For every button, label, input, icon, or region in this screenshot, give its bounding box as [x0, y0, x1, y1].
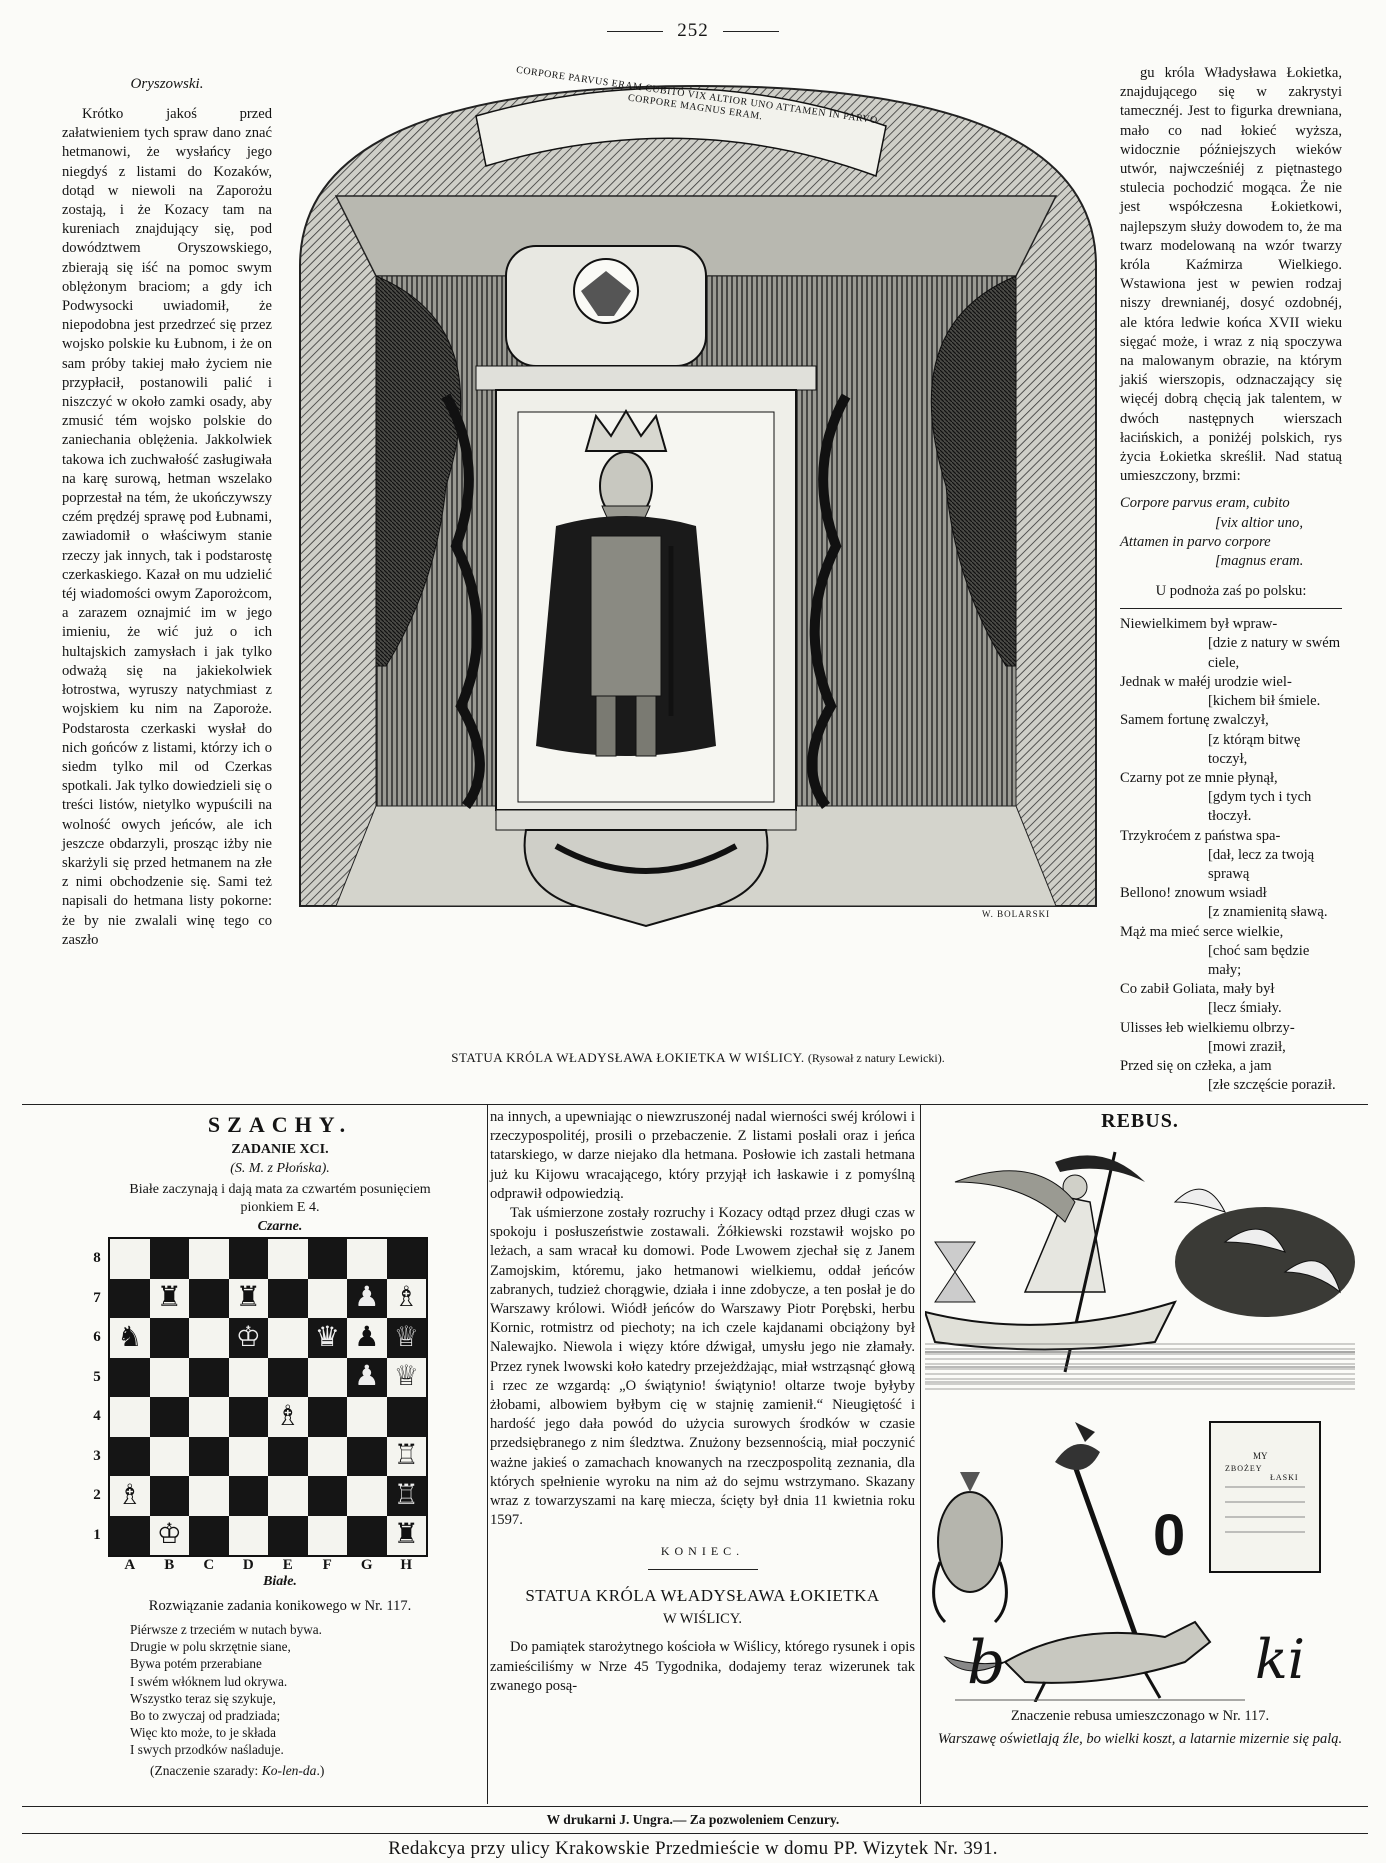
- chess-square: [110, 1239, 150, 1279]
- poem-line: [choć sam będzie mały;: [1208, 942, 1310, 978]
- file-labels: [110, 1557, 470, 1574]
- statue-illustration: [296, 66, 1100, 1056]
- poem-line: Mąż ma mieć serce wielkie,: [1120, 923, 1284, 940]
- hourglass-icon: [935, 1242, 975, 1302]
- chess-square: [268, 1358, 308, 1398]
- book-caption-2: ZBOŻEY: [1225, 1464, 1263, 1473]
- chess-piece: ♕: [387, 1358, 427, 1398]
- chess-square: [189, 1476, 229, 1516]
- poem-line: [z którąm bitwę toczył,: [1208, 731, 1301, 767]
- chess-piece: ♞: [110, 1318, 150, 1358]
- chess-square: [308, 1239, 348, 1279]
- chess-square: [189, 1397, 229, 1437]
- chess-square: [229, 1358, 269, 1398]
- rank-label: 2: [93, 1487, 101, 1503]
- chess-piece: ♟: [347, 1279, 387, 1319]
- poem-line: Co zabił Goliata, mały był: [1120, 981, 1275, 998]
- solution-line: Drugie w polu skrzętnie siane,: [130, 1639, 291, 1655]
- chess-piece: ♗: [268, 1397, 308, 1437]
- poem-line: Przed się on człeka, a jam: [1120, 1057, 1272, 1074]
- chess-title: SZACHY.: [207, 1112, 353, 1137]
- charade-prefix: (Znaczenie szarady:: [150, 1762, 259, 1778]
- center-paragraph-1: na innych, a upewniając o niewzruszonéj nadal wierności swéj królowi i rzeczypospolitéj, prosili o przebaczenie. Z listami posłali oraz i jeńca tatarskiego, w darze niejako dla hetmana. Posłowie ich zastali hetmana już ku Kijowu wracającego, który przyjął ich łaskawie i z pomyślną odprawił odpowiedzią.: [490, 1109, 915, 1202]
- chess-square: [268, 1318, 308, 1358]
- poem-line: [złe szczęście poraził.: [1208, 1077, 1336, 1094]
- statue-engraving: [296, 66, 1100, 1056]
- left-paragraph: Krótko jakoś przed załatwieniem tych spraw dano znać hetmanowi, że wysłańcy jego niegdyś z listami do Kozaków, dotąd w niewoli na Zaporożu zostają, i że Kozacy tam na kureniach znajdujący się, pod dowództwem Oryszowskiego, zbierają się iść na pomoc swym oblężonym braciom; a gdy ich Podwysocki uwiadomił, że niepodobna jest przedrzeć się przez wojsko polskie ku Łubnom, i że on sam próby takiej mało życiem nie przypłacił, postanowili palić i niszczyć w około zamki osady, aby zmusić tém wojsko polskie do zaniechania oblężenia. Jakkolwiek takowa ich zuchwałość zasługiwała na karę surową, hetman wszelako poprzestał na tém, że ukończywszy czém prędzéj sprawę pod Łubnami, zawiadomił o właściwym stanie rzeczy jak innych, tak i podstarostę czerkaskiego. Kazał on mu udzielić téj wiadomości owym Zaporożcom, a zarazem oznajmić im w jego imieniu, że wić już o ich hultajskich zamysłach i jak tylko odważą się na jakiekolwiek łotrostwa, wyruszy natychmiast z wojskiem ku nim na Zaporoże. Podstarosta czerkaski wysłał do nich gońców z listami, którzy ich o siedm tylko mil od Czerkas spotkali. Jak tylko dowiedzieli się o treści listów, nietylko wypuścili na wolność owych jeńców, ale ich jeszcze obdarzyli, prosząc iżby nie skarżyli się przed hetmanem na złe z nimi obchodzenie się. Sami też napisali do hetmana listy pokorne: że by nie zwalali winę tego co zaszło: [62, 106, 272, 948]
- illustration-caption: [296, 1050, 1100, 1066]
- article-title: STATUA KRÓLA WŁADYSŁAWA ŁOKIETKA: [525, 1586, 880, 1606]
- chess-square: [308, 1358, 348, 1398]
- solution-title: Rozwiązanie zadania konikowego w Nr. 117.: [148, 1598, 412, 1614]
- chess-square: [268, 1279, 308, 1319]
- white-label: Białe.: [263, 1574, 297, 1589]
- solution-line: I swém włóknem lud okrywa.: [130, 1673, 288, 1689]
- chess-square: [150, 1239, 190, 1279]
- poem-line: Czarny pot ze mnie płynął,: [1120, 769, 1278, 786]
- chess-square: [387, 1397, 427, 1437]
- chess-square: [308, 1397, 348, 1437]
- latin-line: Attamen in parvo corpore: [1120, 533, 1271, 550]
- chess-square: [347, 1516, 387, 1556]
- solution-line: Wszystko teraz się szykuje,: [130, 1690, 276, 1706]
- book-caption-3: ŁASKI: [1270, 1473, 1299, 1482]
- chess-square: [347, 1239, 387, 1279]
- chess-section: [90, 1112, 470, 1779]
- chess-square: [308, 1437, 348, 1477]
- solution-poem: [130, 1621, 470, 1759]
- latin-line: [magnus eram.: [1215, 553, 1304, 570]
- center-paragraph-3: Do pamiątek starożytnego kościoła w Wiślicy, którego rysunek i opis zamieściliśmy w Nrze 45 Tygodnika, dodajemy teraz wizerunek tak zwanego posą-: [490, 1639, 915, 1694]
- chess-piece: ♖: [387, 1437, 427, 1477]
- rank-label: 6: [93, 1329, 101, 1345]
- charade-answer: [150, 1763, 470, 1779]
- latin-line: Corpore parvus eram, cubito: [1120, 495, 1290, 512]
- solution-line: I swych przodków naśladuje.: [130, 1742, 284, 1758]
- file-label: C: [203, 1557, 215, 1573]
- chess-board: [108, 1237, 428, 1557]
- poem-line: Niewielkimem był wpraw-: [1120, 616, 1278, 633]
- poem-line: [mowi zraził,: [1208, 1038, 1286, 1055]
- chess-author: (S. M. z Płońska).: [230, 1161, 330, 1176]
- printer-line: W drukarni J. Ungra.— Za pozwoleniem Cenzury.: [546, 1812, 840, 1827]
- chess-square: [229, 1476, 269, 1516]
- rank-labels: [90, 1239, 104, 1557]
- rebus-meaning-text: Warszawę oświetlają źle, bo wielki koszt, a latarnie mizernie się palą.: [937, 1731, 1343, 1747]
- cloud-icon: [1175, 1207, 1355, 1317]
- poem-line: Samem fortunę zwalczył,: [1120, 712, 1269, 729]
- poem-line: [gdym tych i tych tłoczył.: [1208, 789, 1312, 825]
- chess-square: [229, 1397, 269, 1437]
- column-divider-left: [487, 1104, 488, 1804]
- chess-square: [268, 1476, 308, 1516]
- article-divider: [648, 1569, 758, 1570]
- section-divider: [22, 1104, 1368, 1105]
- page-number: 252: [0, 20, 1386, 42]
- chess-piece: ♜: [150, 1279, 190, 1319]
- polish-intro: U podnoża zaś po polsku:: [1155, 583, 1307, 600]
- poem-line: Trzykroćem z państwa spa-: [1120, 827, 1281, 844]
- center-paragraph-2: Tak uśmierzone zostały rozruchy i Kozacy odtąd przez długi czas w spokoju i posłuszeństwie zostawali. Żółkiewski rozstawił wojsko po leżach, a sam wracał ku domowi. Pode Lwowem zjechał się z Janem Zamojskim, któremu, jako hetmanowi wielkiemu, oddał jeńców zabranych, tudzież chorągwie, działa i inne zdobycze, a ten posłał je do Warszawy królowi. Wiódł jeńców do Warszawy Piotr Porębski, herbu Kornic, rotmistrz od piechoty; na ich czele kajdanami obciążony był Nalewajko. Niewola i więzy które dźwigał, umysłu jego nie złamały. Przez rynek lwowski koło katedry przejeżdżając, miał wstrząsnąć głową i rzec ze wzgardą: „O świątynio! świątynio! oltarze twoje byłyby żłobami, albowiem byłbym cię w stajnię zamienił.“ Nieugiętość i hardość jego dała powód do użycia surowych środków w czasie przedsiębranego z nim śledztwa. Znużony bezsennością, miał poczynić ważne jakieś o zamachach knowanych na rzeczpospolitą zeznania, dla których spełnienie wyroku na nim aż do sejmu wstrzymano. Skazany wraz z towarzyszami na karę miecza, ścięty był dnia 11 kwietnia roku 1597.: [490, 1205, 915, 1529]
- right-paragraph: gu króla Władysława Łokietka, znajdującego się w zakrystyi tamecznéj. Jest to figurka drewniana, mało co nad łokieć wyższa, widocznie późniejszych wieków utwór, najwcześniéj z piętnastego stulecia pochodzić mogąca. Że nie jest współczesna Łokietkowi, najlepszym służy dowodem to, że ma twarz modelowaną na wzór twarzy króla Kaźmirza Wielkiego. Wstawiona jest w pewien rodzaj niszy drewnianéj, dosyć ozdobnéj, ale która ledwie końca XVII wieku sięgać może, i wraz z nią spoczywa na malowanym obrazie, na którym jakiś wierszopis, odznaczający się więcéj dobrą chęcią jak talentem, w dwóch następnych wierszach łacińskich, a poniżéj polskich, rys życia Łokietka skreślił. Nad statuą umieszczony, brzmi:: [1120, 65, 1342, 485]
- chess-piece: ♛: [308, 1318, 348, 1358]
- chess-square: [189, 1318, 229, 1358]
- artichoke-icon: [934, 1472, 1007, 1622]
- file-label: A: [124, 1557, 136, 1573]
- chess-instructions: Białe zaczynają i dają mata za czwartém posunięciem pionkiem E 4.: [129, 1182, 431, 1215]
- chess-square: [268, 1516, 308, 1556]
- left-column: [62, 76, 272, 950]
- chess-problem-number: ZADANIE XCI.: [231, 1142, 329, 1157]
- divider: [1120, 608, 1342, 609]
- rank-label: 7: [93, 1289, 101, 1306]
- chess-square: [229, 1437, 269, 1477]
- chess-square: [150, 1437, 190, 1477]
- chess-square: [189, 1358, 229, 1398]
- chess-piece: ♔: [229, 1318, 269, 1358]
- file-label: B: [164, 1557, 175, 1573]
- chess-square: [268, 1437, 308, 1477]
- solution-line: Bo to zwyczaj od pradziada;: [130, 1708, 281, 1724]
- rank-label: 3: [93, 1447, 101, 1464]
- section-heading: Oryszowski.: [130, 76, 204, 92]
- chess-square: [110, 1358, 150, 1398]
- rebus-letters-ki: ki: [1255, 1628, 1305, 1691]
- chess-piece: ♜: [229, 1279, 269, 1319]
- chess-piece: ♟: [347, 1358, 387, 1398]
- latin-line: [vix altior uno,: [1215, 514, 1303, 531]
- rebus-title: REBUS.: [1101, 1110, 1179, 1132]
- poem-line: Jednak w małéj urodzie wiel-: [1120, 673, 1292, 690]
- poem-line: Bellono! znowum wsiadł: [1120, 885, 1267, 902]
- polish-poem: [1120, 615, 1342, 1095]
- chess-square: [189, 1239, 229, 1279]
- chess-square: [347, 1437, 387, 1477]
- poem-line: [dał, lecz za twoją sprawą: [1208, 846, 1315, 882]
- solution-line: Więc kto może, to je składa: [130, 1725, 276, 1741]
- chess-square: [347, 1397, 387, 1437]
- book-icon: [1210, 1422, 1320, 1572]
- rebus-meaning-title: Znaczenie rebusa umieszczonago w Nr. 117.: [1010, 1708, 1270, 1724]
- chess-square: [308, 1279, 348, 1319]
- chess-square: [150, 1397, 190, 1437]
- rebus-section: [925, 1108, 1355, 1808]
- rank-label: 4: [93, 1408, 101, 1424]
- file-label: H: [400, 1557, 413, 1573]
- poem-line: [dzie z natury w swém ciele,: [1208, 635, 1341, 671]
- chess-square: [347, 1476, 387, 1516]
- chess-square: [110, 1279, 150, 1319]
- chess-piece: ♕: [387, 1318, 427, 1358]
- chess-square: [110, 1437, 150, 1477]
- end-marker: KONIEC.: [660, 1544, 745, 1559]
- rank-label: 8: [93, 1250, 101, 1266]
- rank-label: 5: [93, 1368, 101, 1385]
- file-label: G: [360, 1557, 373, 1573]
- column-divider-right: [920, 1104, 921, 1804]
- charade-suffix: .): [316, 1762, 325, 1778]
- rebus-illustration: [925, 1142, 1355, 1702]
- charade-word: Ko-len-da: [261, 1762, 317, 1778]
- black-label: Czarne.: [257, 1219, 303, 1234]
- dove-icon: [1175, 1189, 1225, 1212]
- chess-piece: ♗: [110, 1476, 150, 1516]
- chess-square: [189, 1516, 229, 1556]
- chess-piece: ♗: [387, 1279, 427, 1319]
- solution-line: Piérwsze z trzeciém w nutach bywa.: [130, 1622, 322, 1637]
- chess-square: [150, 1358, 190, 1398]
- poem-line: [z znamienitą sławą.: [1208, 904, 1328, 921]
- banner-text: CORPORE PARVUS ERAM CUBITO VIX ALTIOR UNO ATTAMEN IN PARVO CORPORE MAGNUS ERAM.: [515, 64, 879, 127]
- article-subtitle: W WIŚLICY.: [663, 1611, 742, 1628]
- chess-piece: ♜: [387, 1516, 427, 1556]
- poem-line: [lecz śmiały.: [1208, 1000, 1282, 1017]
- poem-line: Ulisses łeb wielkiemu olbrzy-: [1120, 1019, 1295, 1036]
- chess-square: [150, 1318, 190, 1358]
- caption-credit: (Rysował z natury Lewicki).: [807, 1051, 945, 1065]
- file-label: E: [282, 1557, 293, 1573]
- chess-square: [189, 1437, 229, 1477]
- center-column: [490, 1108, 915, 1696]
- chess-square: [110, 1397, 150, 1437]
- chess-square: [229, 1239, 269, 1279]
- axe-icon: [1055, 1422, 1145, 1662]
- chess-square: [268, 1239, 308, 1279]
- engraver-signature: W. BOLARSKI: [982, 909, 1051, 919]
- file-label: F: [322, 1557, 332, 1573]
- rebus-letter-o: 0: [1153, 1503, 1186, 1568]
- rank-label: 1: [93, 1526, 101, 1543]
- right-column: [1120, 64, 1342, 1095]
- poem-line: [kichem bił śmiele.: [1208, 693, 1321, 710]
- chess-square: [229, 1516, 269, 1556]
- footer-rule: [22, 1806, 1368, 1807]
- chess-square: [150, 1476, 190, 1516]
- rebus-letter-b: b: [967, 1628, 1006, 1698]
- footer-rule-2: [22, 1833, 1368, 1834]
- chess-piece: ♟: [347, 1318, 387, 1358]
- book-caption-1: MY: [1253, 1451, 1268, 1461]
- chess-square: [308, 1516, 348, 1556]
- redakcja-line: Redakcya przy ulicy Krakowskie Przedmieście w domu PP. Wizytek Nr. 391.: [388, 1838, 998, 1859]
- caption-main: STATUA KRÓLA WŁADYSŁAWA ŁOKIETKA W WIŚLICY.: [451, 1050, 805, 1065]
- chess-square: [308, 1476, 348, 1516]
- chess-piece: ♖: [387, 1476, 427, 1516]
- latin-inscription: [1120, 494, 1342, 571]
- chess-square: [110, 1516, 150, 1556]
- chess-square: [189, 1279, 229, 1319]
- file-label: D: [242, 1557, 254, 1573]
- chess-piece: ♔: [150, 1516, 190, 1556]
- chess-square: [387, 1239, 427, 1279]
- solution-line: Bywa potém przerabiane: [130, 1656, 262, 1672]
